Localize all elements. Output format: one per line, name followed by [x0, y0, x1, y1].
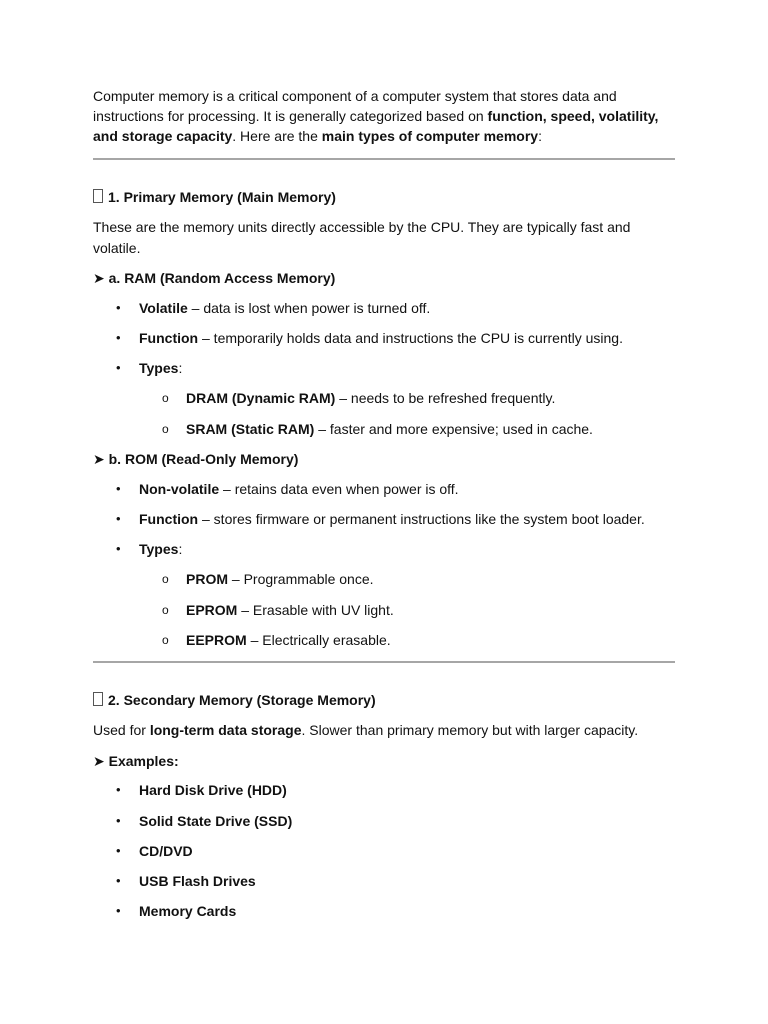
secondary-description	[93, 720, 638, 740]
ram-heading	[93, 268, 335, 288]
list-item	[139, 509, 645, 529]
item-desc: – Electrically erasable.	[246, 632, 391, 648]
primary-desc-line-2: volatile.	[93, 240, 141, 256]
list-item: Memory Cards	[139, 903, 237, 919]
intro-text-2: . Here are the	[232, 128, 322, 144]
sub-bullet-icon: o	[162, 633, 169, 647]
bullet-icon: •	[116, 360, 121, 375]
bullet-icon: •	[116, 843, 121, 858]
item-term: EEPROM	[186, 632, 247, 648]
item-desc: – needs to be refreshed frequently.	[335, 390, 556, 406]
bullet-icon: •	[116, 873, 121, 888]
ram-heading-text: a. RAM (Random Access Memory)	[108, 270, 336, 286]
item-desc: – retains data even when power is off.	[219, 481, 459, 497]
item-term: Function	[139, 330, 199, 346]
sub-list-item	[186, 388, 555, 408]
desc-text-2: . Slower than primary memory but with larger capacity.	[301, 722, 639, 738]
bullet-icon: •	[116, 541, 121, 556]
rom-heading	[93, 449, 298, 469]
arrow-icon: ➤	[93, 270, 105, 286]
desc-bold: long-term data storage	[149, 722, 302, 738]
intro-paragraph	[93, 86, 675, 146]
item-desc: – temporarily holds data and instructions the CPU is currently using.	[198, 330, 623, 346]
primary-heading-text: 1. Primary Memory (Main Memory)	[108, 189, 336, 205]
sub-list-item	[186, 419, 593, 439]
rom-heading-text: b. ROM (Read-Only Memory)	[108, 451, 299, 467]
sub-bullet-icon: o	[162, 391, 169, 405]
item-term: Non-volatile	[139, 481, 220, 497]
bullet-icon: •	[116, 511, 121, 526]
item-desc: – data is lost when power is turned off.	[187, 300, 431, 316]
primary-memory-heading	[93, 187, 336, 207]
item-term: Function	[139, 511, 199, 527]
secondary-heading-text: 2. Secondary Memory (Storage Memory)	[108, 692, 376, 708]
primary-desc-line-1: These are the memory units directly accessible by the CPU. They are typically fast and	[93, 219, 631, 235]
missing-glyph-icon	[93, 189, 103, 203]
sub-list-item	[186, 630, 391, 650]
item-term: EPROM	[186, 602, 238, 618]
intro-bold-1: function, speed, volatility, and storage capacity	[93, 108, 659, 144]
sub-bullet-icon: o	[162, 603, 169, 617]
desc-text-1: Used for	[93, 722, 150, 738]
examples-heading-text: Examples:	[108, 753, 179, 769]
item-desc: – Programmable once.	[228, 571, 374, 587]
item-term: Types	[139, 541, 179, 557]
item-desc: :	[178, 541, 183, 557]
list-item	[139, 479, 459, 499]
sub-bullet-icon: o	[162, 422, 169, 436]
bullet-icon: •	[116, 330, 121, 345]
bullet-icon: •	[116, 481, 121, 496]
list-item	[139, 328, 623, 348]
list-item	[139, 358, 182, 378]
list-item: Solid State Drive (SSD)	[139, 813, 293, 829]
list-item: USB Flash Drives	[139, 873, 256, 889]
item-term: Volatile	[139, 300, 188, 316]
intro-bold-2: main types of computer memory	[321, 128, 539, 144]
sub-list-item	[186, 600, 394, 620]
horizontal-rule	[93, 158, 675, 160]
item-term: SRAM (Static RAM)	[186, 421, 315, 437]
arrow-icon: ➤	[93, 753, 105, 769]
item-term: Types	[139, 360, 179, 376]
item-term: PROM	[186, 571, 228, 587]
intro-text-3: :	[538, 128, 542, 144]
list-item	[139, 298, 430, 318]
item-desc: – faster and more expensive; used in cache.	[314, 421, 593, 437]
sub-list-item	[186, 569, 374, 589]
list-item	[139, 539, 182, 559]
intro-text-1: Computer memory is a critical component of a computer system that stores data and instructions for processing. It is generally categorized based on	[93, 88, 617, 124]
item-desc: :	[178, 360, 183, 376]
item-term: DRAM (Dynamic RAM)	[186, 390, 336, 406]
item-desc: – stores firmware or permanent instructions like the system boot loader.	[198, 511, 645, 527]
bullet-icon: •	[116, 903, 121, 918]
sub-bullet-icon: o	[162, 572, 169, 586]
item-desc: – Erasable with UV light.	[237, 602, 394, 618]
horizontal-rule	[93, 661, 675, 663]
examples-heading	[93, 751, 179, 771]
bullet-icon: •	[116, 813, 121, 828]
bullet-icon: •	[116, 782, 121, 797]
list-item: CD/DVD	[139, 843, 193, 859]
arrow-icon: ➤	[93, 451, 105, 467]
secondary-memory-heading	[93, 690, 376, 710]
list-item: Hard Disk Drive (HDD)	[139, 782, 287, 798]
bullet-icon: •	[116, 300, 121, 315]
missing-glyph-icon	[93, 692, 103, 706]
